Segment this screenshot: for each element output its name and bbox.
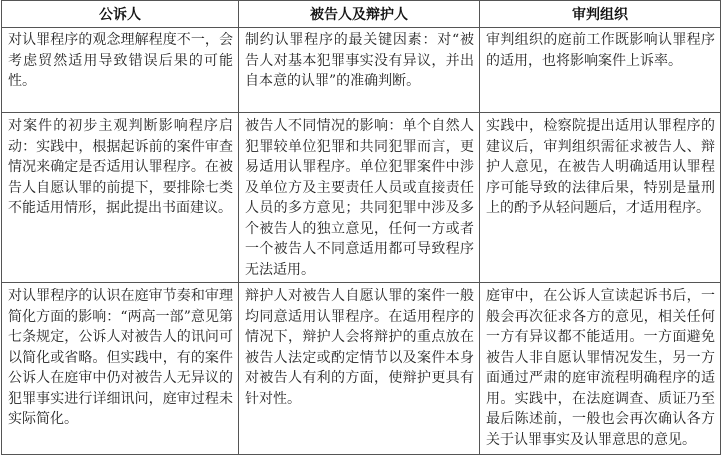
header-row	[2, 1, 721, 28]
table-cell: 被告人不同情况的影响：单个自然人犯罪较单位犯罪和共同犯罪而言，更易适用认罪程序。单位犯罪案件中涉及单位方及主要责任人员或直接责任人员的多方意见；共同犯罪中涉及多个被告人的独立意见，任何一方或者一个被告人不同意适用都可导致程序无法适用。	[239, 113, 480, 283]
table-cell: 制约认罪程序的最关键因素：对“被告人对基本犯罪事实没有异议，并出自本意的认罪”的准确判断。	[239, 28, 480, 113]
table-cell: 对认罪程序的认识在庭审节奏和审理简化方面的影响：“两高一部”意见第七条规定，公诉人对被告人的讯问可以简化或省略。但实践中，有的案件公诉人在庭审中仍对被告人无异议的犯罪事实进行详细讯问，庭审过程未实际简化。	[2, 283, 239, 455]
table-cell: 辩护人对被告人自愿认罪的案件一般均同意适用认罪程序。在适用程序的情况下，辩护人会将辩护的重点放在被告人法定或酌定情节以及案件本身对被告人有利的方面，使辩护更具有针对性。	[239, 283, 480, 455]
header-trial-organization: 审判组织	[480, 1, 721, 28]
table-cell: 审判组织的庭前工作既影响认罪程序的适用，也将影响案件上诉率。	[480, 28, 721, 113]
header-defendant-and-counsel: 被告人及辩护人	[239, 1, 480, 28]
table-cell: 庭审中，在公诉人宣读起诉书后，一般会再次征求各方的意见，相关任何一方有异议都不能适用。一方面避免被告人非自愿认罪情况发生，另一方面通过严肃的庭审流程明确程序的适用。实践中，在法庭调查、质证乃至最后陈述前，一般也会再次确认各方关于认罪事实及认罪意思的意见。	[480, 283, 721, 455]
header-prosecutor: 公诉人	[2, 1, 239, 28]
table-cell: 对认罪程序的观念理解程度不一，会考虑贸然适用导致错误后果的可能性。	[2, 28, 239, 113]
table-cell: 对案件的初步主观判断影响程序启动：实践中，根据起诉前的案件审查情况来确定是否适用认罪程序。在被告人自愿认罪的前提下，要排除七类不能适用情形，据此提出书面建议。	[2, 113, 239, 283]
table-cell: 实践中，检察院提出适用认罪程序的建议后，审判组织需征求被告人、辩护人意见，在被告人明确适用认罪程序可能导致的法律后果，特别是量刑上的酌予从轻问题后，才适用程序。	[480, 113, 721, 283]
comparison-table	[1, 0, 721, 455]
table-row	[2, 283, 721, 455]
table-row	[2, 113, 721, 283]
table-row	[2, 28, 721, 113]
